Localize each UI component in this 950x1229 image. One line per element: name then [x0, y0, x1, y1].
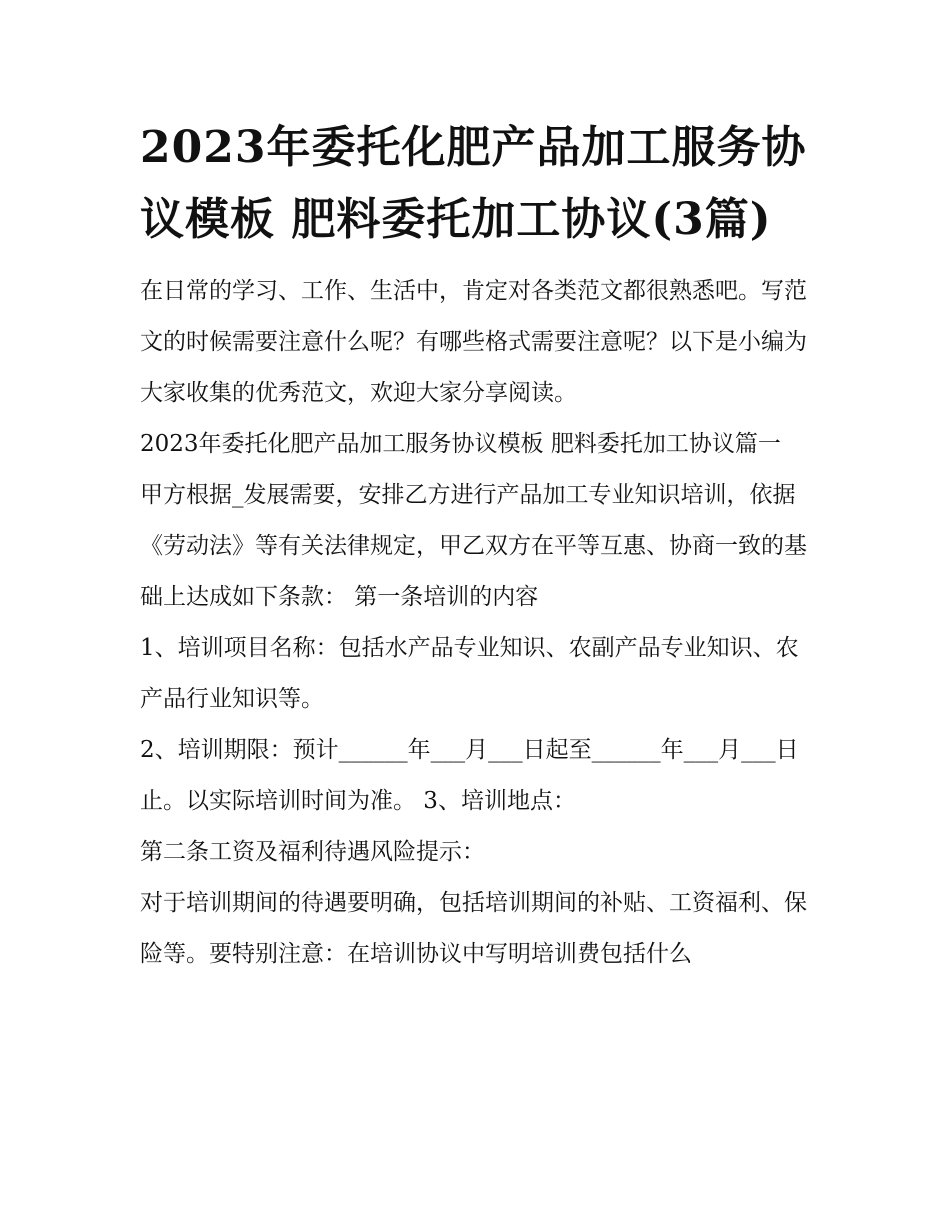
paragraph-section-heading: 2023年委托化肥产品加工服务协议模板 肥料委托加工协议篇一 [140, 431, 781, 457]
paragraph-treatment: 对于培训期间的待遇要明确，包括培训期间的补贴、工资福利、保险等。要特别注意：在培训协议中写明培训费包括什么 [140, 890, 807, 967]
paragraph-preamble: 甲方根据_发展需要，安排乙方进行产品加工专业知识培训，依据《劳动法》等有关法律规定，甲乙双方在平等互惠、协商一致的基础上达成如下条款： 第一条培训的内容 [140, 482, 807, 610]
paragraph-clause-1: 1、培训项目名称：包括水产品专业知识、农副产品专业知识、农产品行业知识等。 [140, 635, 799, 712]
document-body [140, 112, 820, 980]
paragraph-clause-2: 2、培训期限：预计______年___月___日起至______年___月___日止。以实际培训时间为准。 3、培训地点： [140, 737, 799, 814]
paragraph-intro: 在日常的学习、工作、生活中，肯定对各类范文都很熟悉吧。写范文的时候需要注意什么呢？有哪些格式需要注意呢？以下是小编为大家收集的优秀范文，欢迎大家分享阅读。 [140, 278, 807, 406]
document-title: 2023年委托化肥产品加工服务协议模板 肥料委托加工协议(3篇) [140, 122, 807, 245]
paragraph-article-2: 第二条工资及福利待遇风险提示： [140, 839, 485, 865]
